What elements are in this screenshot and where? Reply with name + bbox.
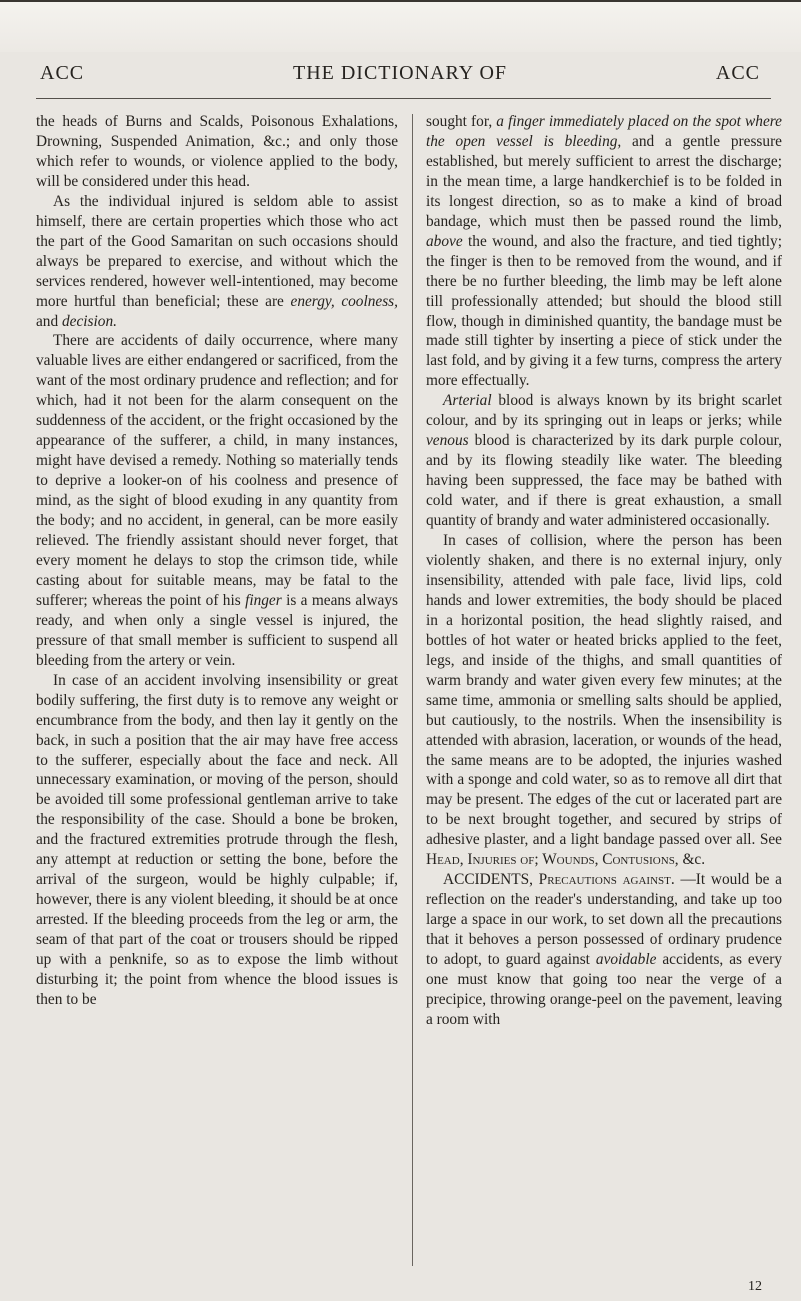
right-column [426,112,782,1272]
italic-text: decision. [62,312,117,330]
text-run: As the individual injured is seldom able to assist himself, there are certain properties which those who act the part of the Good Samaritan on such occasions should always be prepared to exercise, and without which the services rendered, however well-intentioned, may become more hurtful than beneficial; these are [36,192,398,310]
italic-text: above [426,232,463,250]
column-divider [412,114,413,1266]
paragraph [36,112,398,192]
header-right-guide-word: ACC [715,62,760,84]
page-top-margin [0,0,801,52]
text-run: accidents, as every one must know that going too near the verge of a precipice, throwing orange-peel on the pavement, leaving a room with [426,951,782,1028]
paragraph [426,531,782,870]
text-run: and [36,312,62,330]
header-title: THE DICTIONARY OF [292,62,508,84]
italic-text: Arterial [443,392,492,410]
text-run: In cases of collision, where the person has been violently shaken, and there is no external injury, only insensibility, attended with pale face, livid lips, cold hands and lower extremities, the body should be placed in a horizontal position, the head slightly raised, and bottles of hot water or heated bricks applied to the feet, legs, and inside of the thighs, and small quantities of warm brandy and water given every few minutes; at the same time, ammonia or smelling salts should be applied, but cautiously, to the nostrils. When the insensibility is attended with abrasion, laceration, or wounds of the head, the same means are to be adopted, the injuries washed with a sponge and cold water, so as to remove all dirt that may be present. The edges of the cut or lacerated part are to be next brought together, and secured by strips of adhesive plaster, and a light bandage passed over all. See [426,532,782,849]
page-top-edge-line [0,0,801,2]
text-run: —It would be a reflection on the reader's understanding, and take up too large a space in our work, to set down all the precautions that it behoves a person possessed of ordinary prudence to adopt, to guard against [426,871,782,969]
text-run: blood is characterized by its dark purple colour, and by its flowing steadily like water. The bleeding having been suppressed, the face may be bathed with cold water, and if there is great exhaustion, a small quantity of brandy and water administered occasionally. [426,432,782,530]
text-run: blood is always known by its bright scarlet colour, and by its springing out in leaps or jerks; while [426,392,782,430]
paragraph [36,671,398,1010]
paragraph [426,870,782,1030]
header-left-guide-word: ACC [40,62,85,84]
italic-text: energy, coolness, [290,292,398,310]
italic-text: venous [426,432,469,450]
text-run: In case of an accident involving insensibility or great bodily suffering, the first duty is to remove any weight or encumbrance from the body, and then lay it gently on the back, in such a position that the air may have free access to the sufferer, especially about the face and neck. All unnecessary examination, or moving of the person, should be avoided till some professional gentleman arrive to take the responsibility of the case. Should a bone be broken, and the fractured extremities protrude through the flesh, any attempt at reduction or setting the bone, before the arrival of the surgeon, would be highly culpable; if, however, there is any violent bleeding, it should be at once arrested. If the bleeding proceeds from the leg or arm, the seam of that part of the coat or trousers should be ripped up with a penknife, so as to expose the limb without disturbing it; the point from whence the blood issues is then to be [36,671,398,1008]
paragraph [36,192,398,332]
left-column [36,112,398,1272]
small-caps-text: Head, Injuries of; Wounds, Contusions, [426,851,679,869]
text-run: and a gentle pressure established, but merely sufficient to arrest the discharge; in the mean time, a large handkerchief is to be folded in its longest direction, so as to make a kind of broad bandage, which must then be passed round the limb, [426,132,782,230]
small-caps-text: Precautions against. [538,871,675,889]
italic-text: finger [245,591,282,609]
paragraph [426,112,782,391]
header-rule [36,98,771,99]
text-run: the wound, and also the fracture, and tied tightly; the finger is then to be removed from the wound, and if there be no further bleeding, the limb may be left alone till professionally attended; but should the blood still flow, though in diminished quantity, the bandage must be made still tighter by inserting a piece of stick under the last fold, and by giving it a few turns, compress the artery more effectually. [426,232,782,390]
paragraph [426,391,782,531]
text-run: is a means always ready, and when only a single vessel is injured, the pressure of that small member is sufficient to suspend all bleeding from the artery or vein. [36,591,398,669]
italic-text: avoidable [595,951,657,969]
text-run: the heads of Burns and Scalds, Poisonous Exhalations, Drowning, Suspended Animation, &c.; and only those which refer to wounds, or violence applied to the body, will be considered under this head. [36,113,398,190]
paragraph [36,331,398,670]
italic-text: a finger immediately placed on the spot where the open vessel is bleeding, [426,113,782,150]
text-run: sought for, [426,113,497,130]
page-number: 12 [748,1279,762,1294]
text-run: &c. [678,851,706,869]
text-run: There are accidents of daily occurrence, where many valuable lives are either endangered or sacrificed, from the want of the most ordinary prudence and reflection; and for which, had it not been for the alarm consequent on the suddenness of the accident, or the fright occasioned by the appearance of the sufferer, a child, in many instances, might have devised a remedy. Nothing so materially tends to deprive a looker-on of his coolness and presence of mind, as the sight of blood exuding in any quantity from the body; and no accident, in general, can be more easily relieved. The friendly assistant should never forget, that every moment he delays to stop the crimson tide, while casting about for suitable means, may be fatal to the sufferer; whereas the point of his [36,332,398,609]
running-header [40,62,760,90]
text-run: ACCIDENTS, [443,871,539,889]
